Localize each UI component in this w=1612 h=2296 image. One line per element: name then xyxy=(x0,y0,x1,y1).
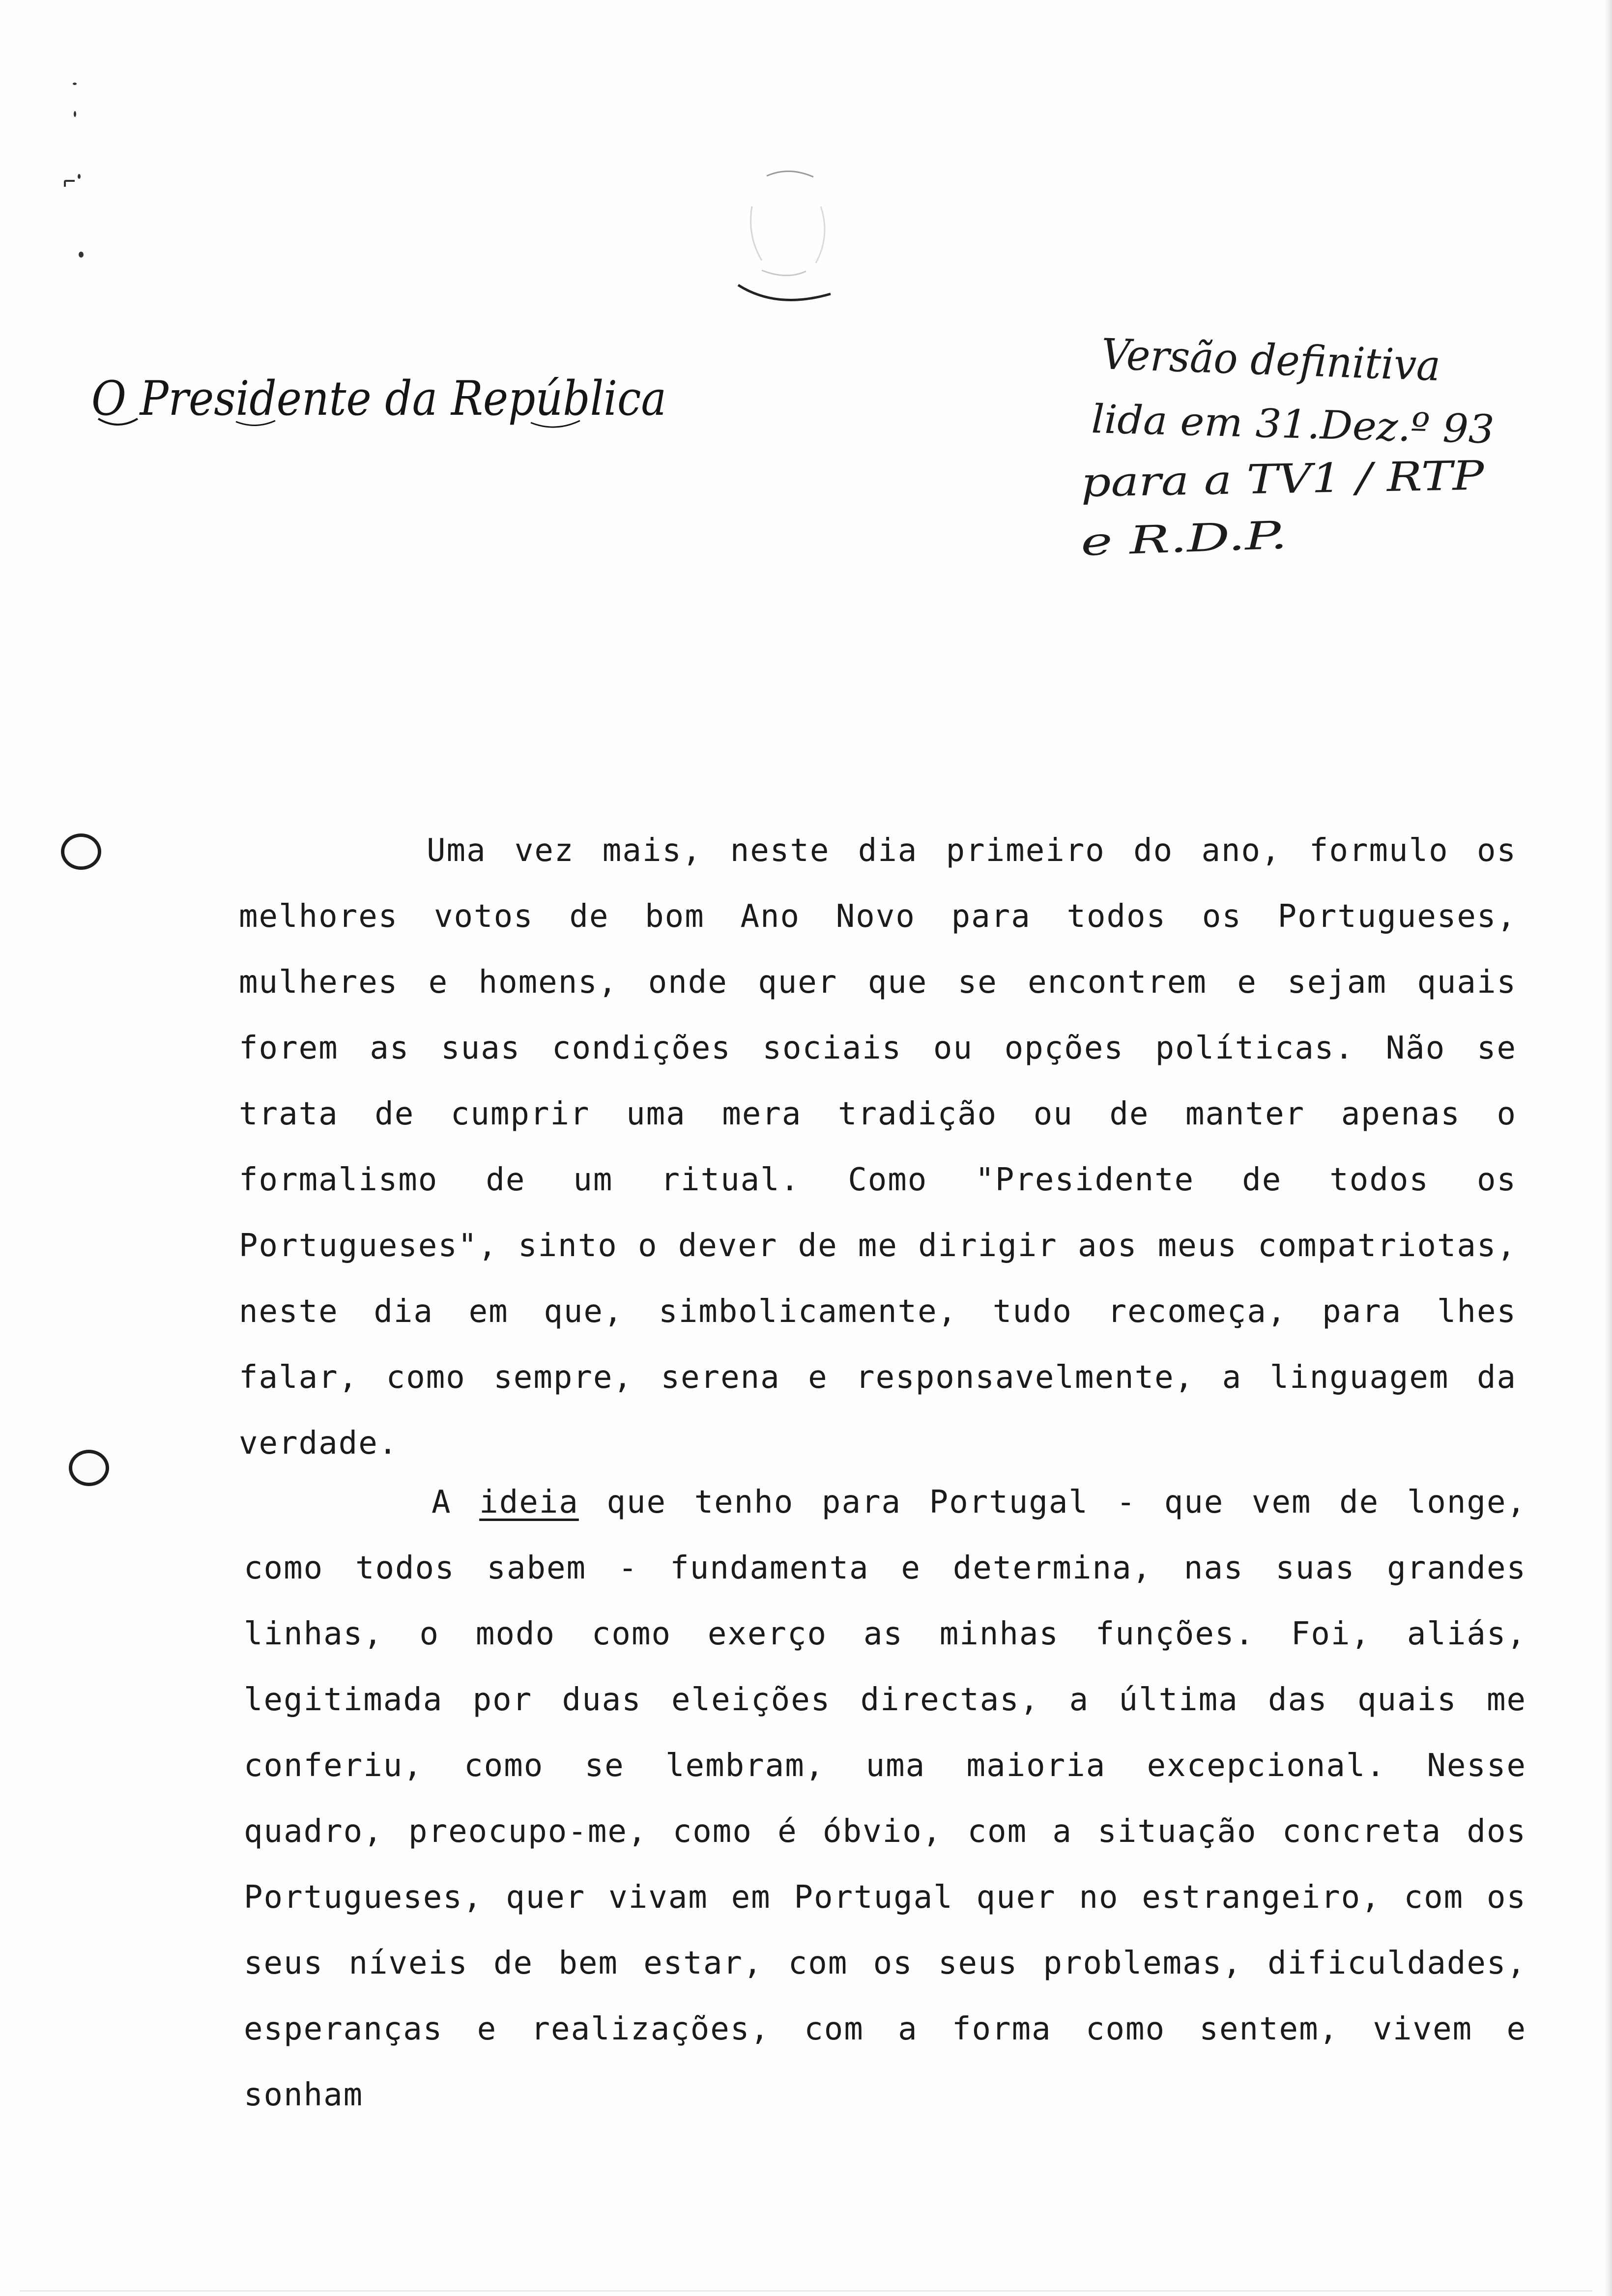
paragraph-2-rest: que tenho para Portugal - que vem de longe, como todos sabem - fundamenta e determina, nas suas grandes linhas, o modo como exerço as minhas funções. Foi, aliás, legitimada por duas eleições directas, a última das quais me conferiu, como se lembram, uma maioria excepcional. Nesse quadro, preocupo-me, como é óbvio, com a situação concreta dos Portugueses, quer vivam em Portugal quer no estrangeiro, com os seus níveis de bem estar, com os seus problemas, dificuldades, esperanças e realizações, com a forma como sentem, vivem e sonham xyxy=(244,1484,1527,2113)
scan-speck xyxy=(79,252,84,258)
seal-bleed-through-icon xyxy=(732,162,845,310)
punch-hole-icon xyxy=(61,833,101,870)
emphasized-word: ideia xyxy=(479,1484,579,1521)
letterhead-title xyxy=(88,364,678,437)
annotation-line-3: para a TV1 / RTP xyxy=(1080,453,1429,506)
punch-hole-icon xyxy=(69,1450,109,1486)
annotation-line-1: Versão definitiva xyxy=(1100,330,1461,392)
paragraph-2-lead: A xyxy=(432,1484,480,1521)
annotation-line-4: e R.D.P. xyxy=(1080,515,1229,565)
scan-speck xyxy=(74,111,76,117)
scan-speck xyxy=(64,180,75,187)
scan-speck xyxy=(73,83,77,85)
scan-edge-shadow xyxy=(1605,0,1612,2296)
scan-bottom-edge xyxy=(20,2290,1592,2292)
letterhead-title-text: O Presidente da República xyxy=(91,371,666,426)
body-paragraph-2 xyxy=(244,1469,1526,2128)
body-paragraph-1: Uma vez mais, neste dia primeiro do ano, formulo os melhores votos de bom Ano Novo para todos os Portugueses, mulheres e homens, onde quer que se encontrem e sejam quais forem as suas condições sociais ou opções políticas. Não se trata de cumprir uma mera tradição ou de manter apenas o formalismo de um ritual. Como "Presidente de todos os Portugueses", sinto o dever de me dirigir aos meus compatriotas, neste dia em que, simbolicamente, tudo recomeça, para lhes falar, como sempre, serena e responsavelmente, a linguagem da verdade. xyxy=(239,832,1517,1462)
scan-speck xyxy=(78,174,81,179)
handwritten-annotation xyxy=(1071,315,1533,590)
annotation-line-2: lida em 31.Dez.º 93 xyxy=(1091,396,1483,452)
